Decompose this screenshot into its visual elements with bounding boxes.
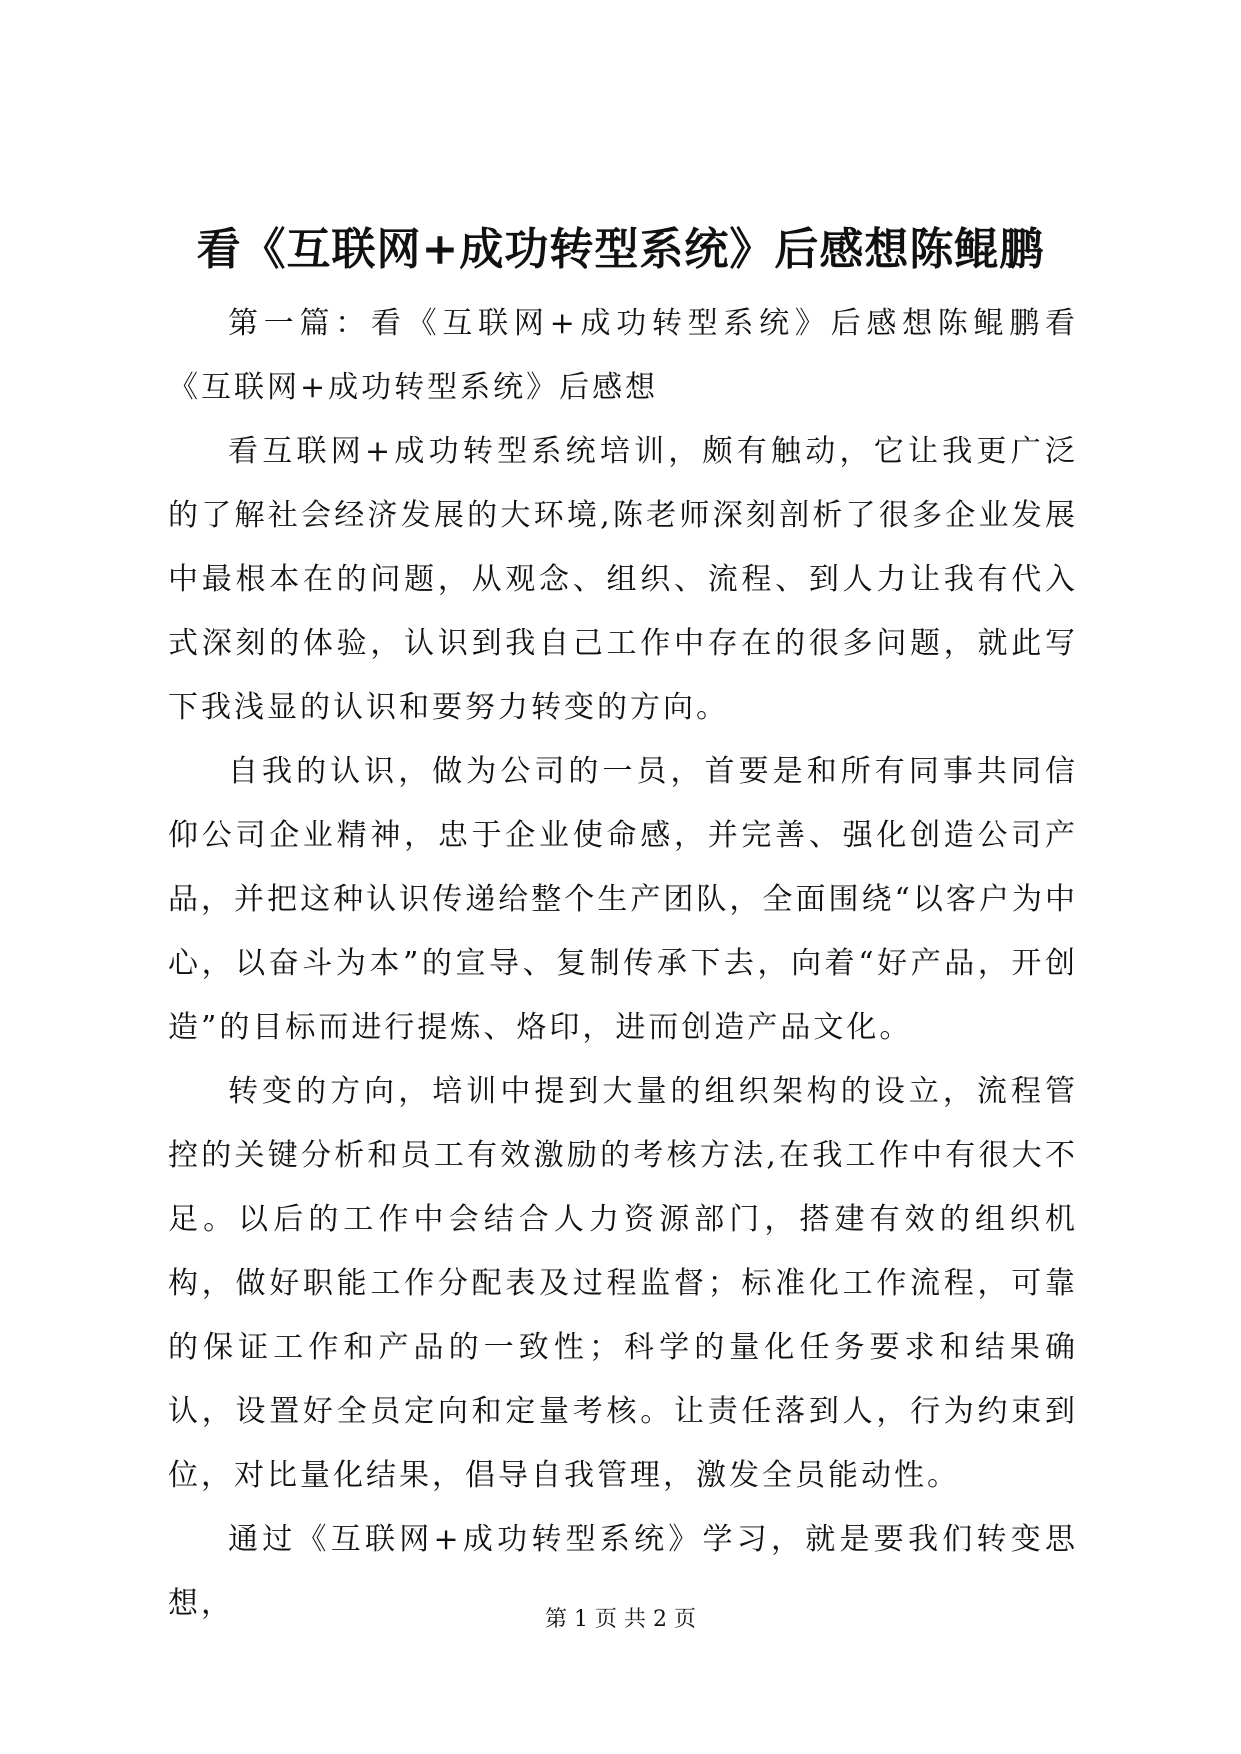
paragraph-3: 自我的认识，做为公司的一员，首要是和所有同事共同信仰公司企业精神，忠于企业使命感，并完善、强化创造公司产品，并把这种认识传递给整个生产团队，全面围绕“以客户为中心，以奋斗为本”的宣导、复制传承下去，向着“好产品，开创造”的目标而进行提炼、烙印，进而创造产品文化。 [168, 754, 1078, 1045]
paragraph-5: 通过《互联网+成功转型系统》学习，就是要我们转变思想， [168, 1522, 1078, 1621]
document-body [168, 292, 1078, 1636]
page-number-footer: 第 1 页 共 2 页 [545, 1607, 696, 1632]
paragraph-2: 看互联网+成功转型系统培训，颇有触动，它让我更广泛的了解社会经济发展的大环境,陈老师深刻剖析了很多企业发展中最根本在的问题，从观念、组织、流程、到人力让我有代入式深刻的体验，认识到我自己工作中存在的很多问题，就此写下我浅显的认识和要努力转变的方向。 [168, 434, 1078, 725]
paragraph-1: 第一篇：看《互联网+成功转型系统》后感想陈鲲鹏看《互联网+成功转型系统》后感想 [168, 306, 1078, 405]
paragraph-4: 转变的方向，培训中提到大量的组织架构的设立，流程管控的关键分析和员工有效激励的考核方法,在我工作中有很大不足。以后的工作中会结合人力资源部门，搭建有效的组织机构，做好职能工作分配表及过程监督；标准化工作流程，可靠的保证工作和产品的一致性；科学的量化任务要求和结果确认，设置好全员定向和定量考核。让责任落到人，行为约束到位，对比量化结果，倡导自我管理，激发全员能动性。 [168, 1074, 1078, 1493]
document-title: 看《互联网+成功转型系统》后感想陈鲲鹏 [196, 224, 1045, 275]
